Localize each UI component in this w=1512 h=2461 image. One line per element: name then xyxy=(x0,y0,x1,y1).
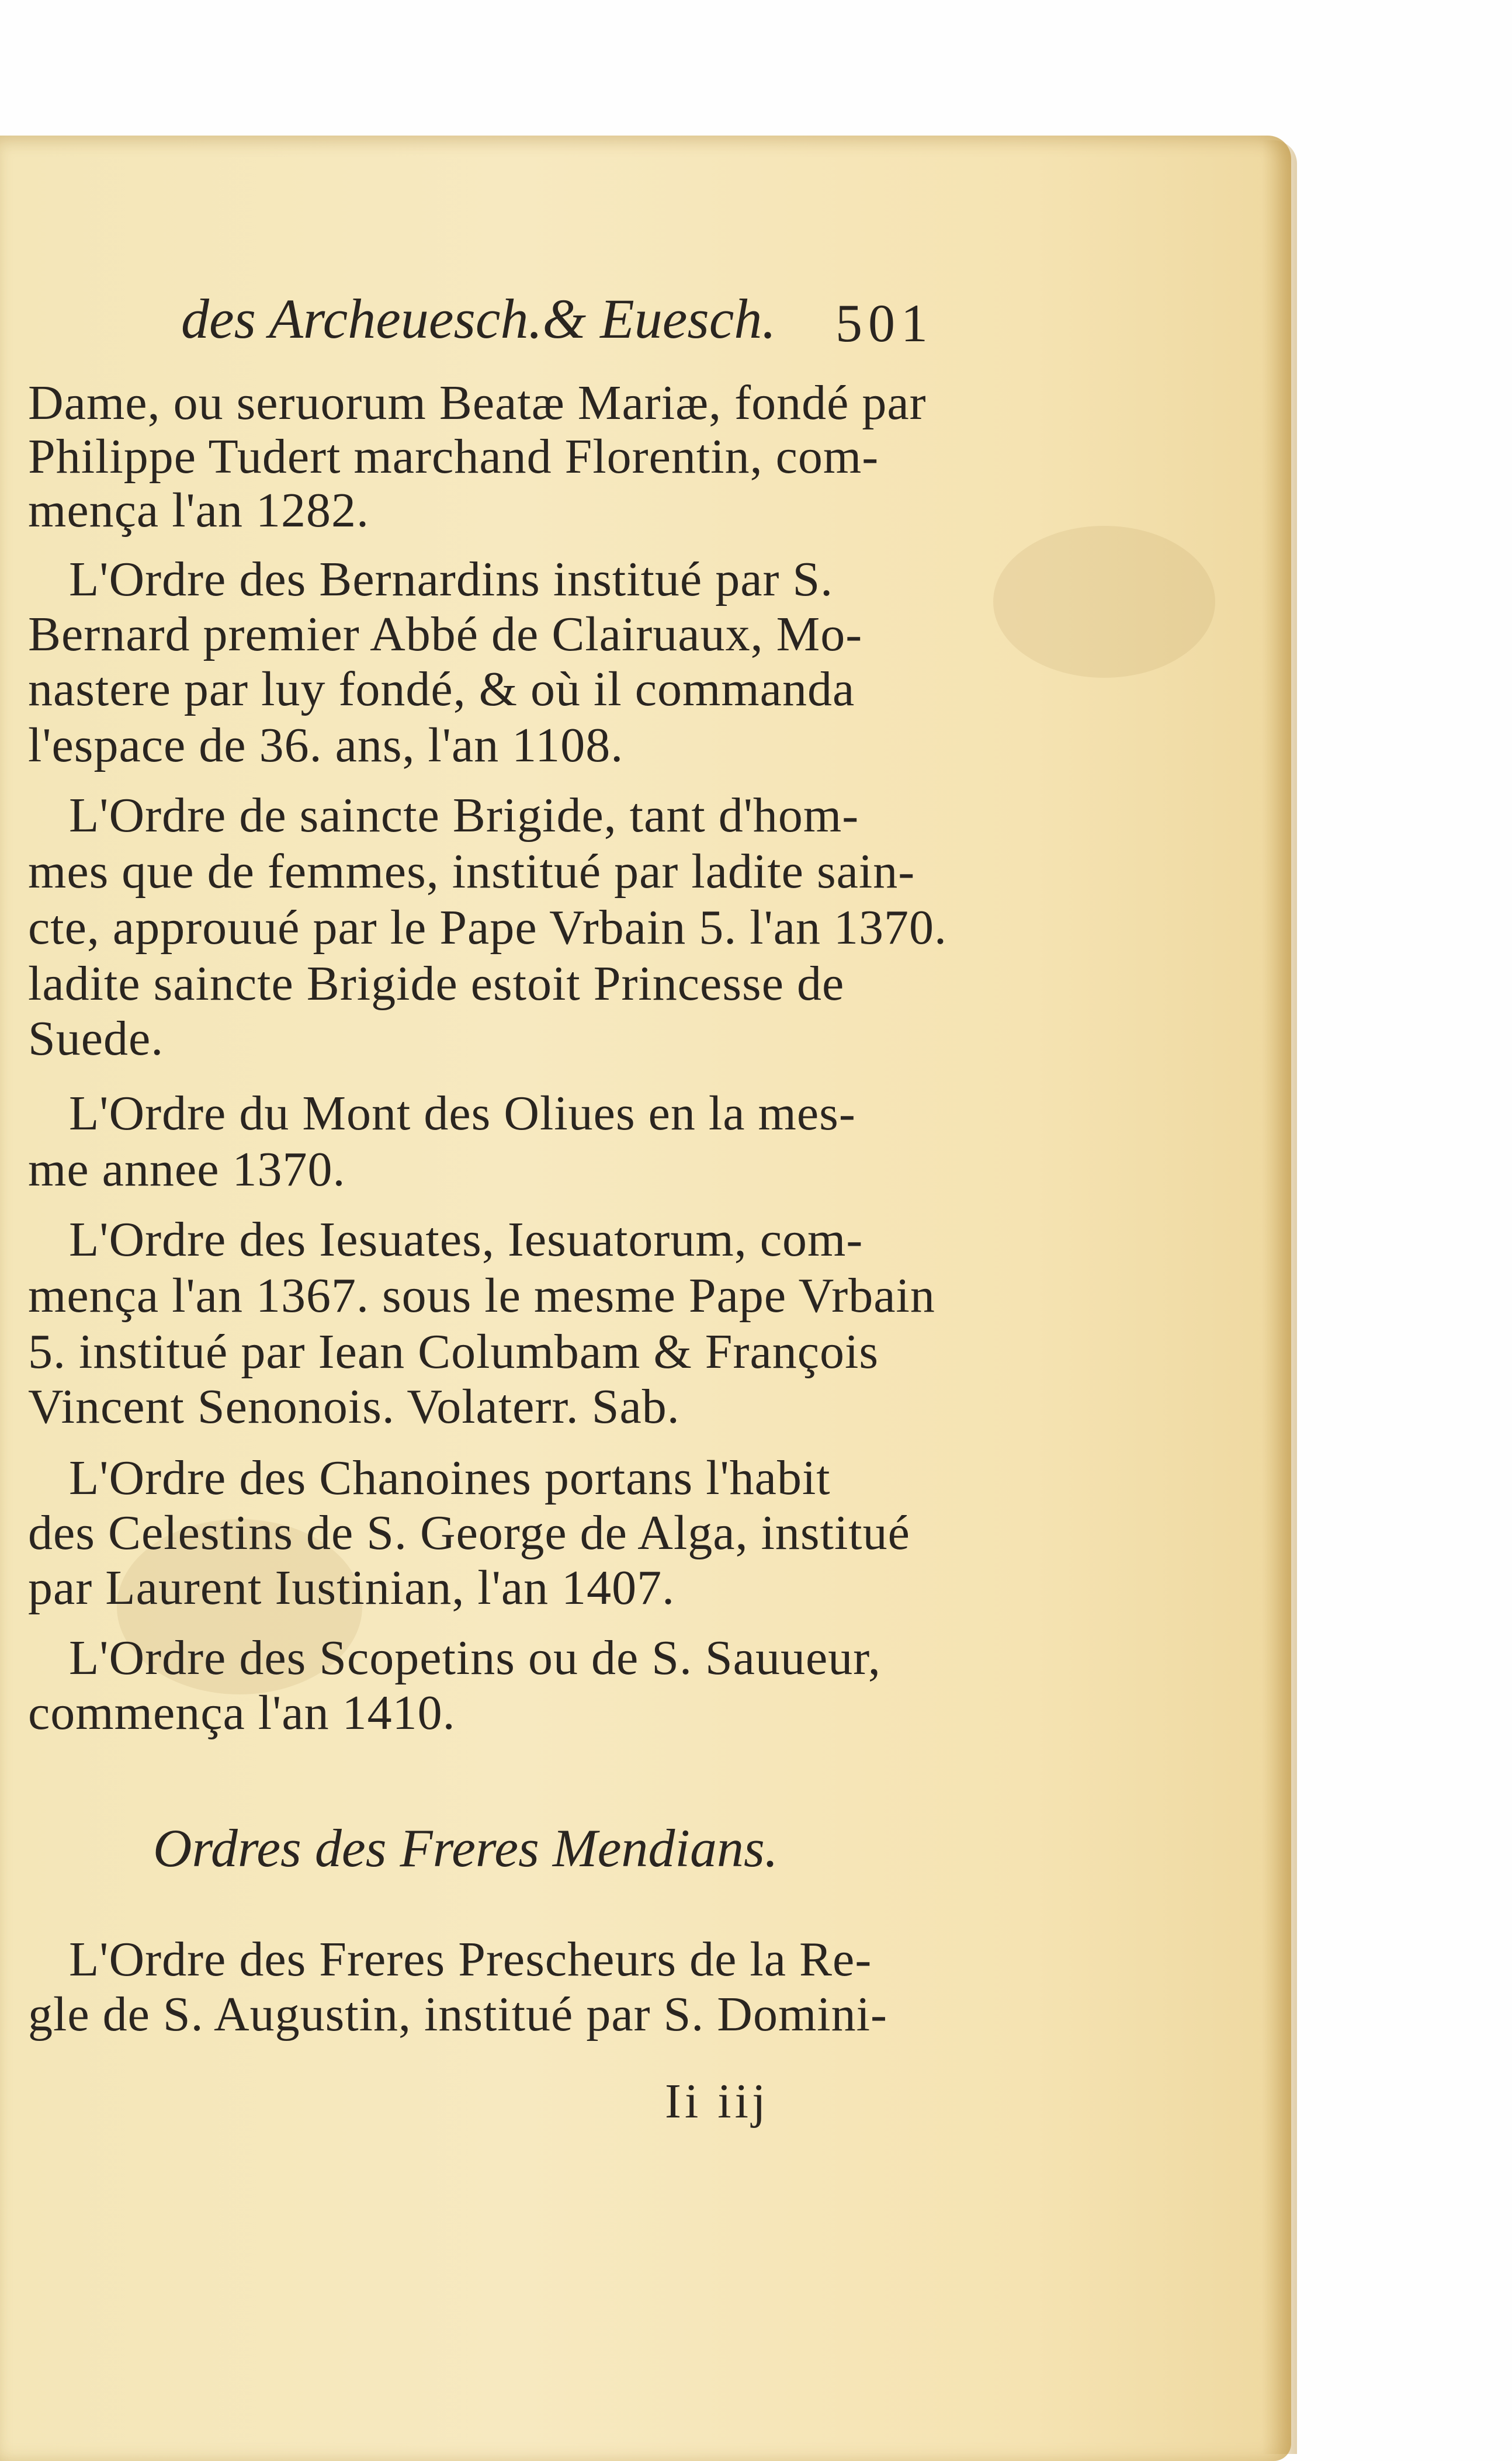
text-line: 5. institué par Iean Columbam & François xyxy=(28,1325,879,1379)
text-line: mes que de femmes, institué par ladite sain- xyxy=(28,844,915,899)
text-line: cte, approuué par le Pape Vrbain 5. l'an 1370. xyxy=(28,900,948,955)
text-line: par Laurent Iustinian, l'an 1407. xyxy=(28,1561,675,1615)
text-line: gle de S. Augustin, institué par S. Domini- xyxy=(28,1987,887,2041)
text-line: L'Ordre des Iesuates, Iesuatorum, com- xyxy=(69,1212,863,1267)
text-line: nastere par luy fondé, & où il commanda xyxy=(28,662,855,716)
text-line: l'espace de 36. ans, l'an 1108. xyxy=(28,718,624,772)
text-line: Bernard premier Abbé de Clairuaux, Mo- xyxy=(28,607,863,661)
text-line: mença l'an 1282. xyxy=(28,483,369,538)
text-line: Vincent Senonois. Volaterr. Sab. xyxy=(28,1379,680,1434)
page-number: 501 xyxy=(835,293,934,353)
text-line: L'Ordre de saincte Brigide, tant d'hom- xyxy=(69,788,859,843)
text-line: L'Ordre des Chanoines portans l'habit xyxy=(69,1451,831,1505)
text-line: L'Ordre des Freres Prescheurs de la Re- xyxy=(69,1932,872,1987)
text-line: L'Ordre du Mont des Oliues en la mes- xyxy=(69,1086,856,1141)
section-heading: Ordres des Freres Mendians. xyxy=(153,1818,778,1878)
text-line: L'Ordre des Bernardins institué par S. xyxy=(69,552,834,606)
text-line: Suede. xyxy=(28,1011,164,1066)
text-line: ladite saincte Brigide estoit Princesse de xyxy=(28,956,845,1011)
text-line: Dame, ou seruorum Beatæ Mariæ, fondé par xyxy=(28,376,927,430)
text-line: des Celestins de S. George de Alga, institué xyxy=(28,1506,910,1560)
text-line: Philippe Tudert marchand Florentin, com- xyxy=(28,429,879,484)
text-line: me annee 1370. xyxy=(28,1142,346,1197)
header-title: des Archeuesch.& Euesch. xyxy=(181,287,776,350)
text-line: mença l'an 1367. sous le mesme Pape Vrbain xyxy=(28,1268,935,1323)
signature-mark: Ii iij xyxy=(665,2074,769,2129)
text-line: commença l'an 1410. xyxy=(28,1686,456,1740)
text-line: L'Ordre des Scopetins ou de S. Sauueur, xyxy=(69,1631,881,1685)
